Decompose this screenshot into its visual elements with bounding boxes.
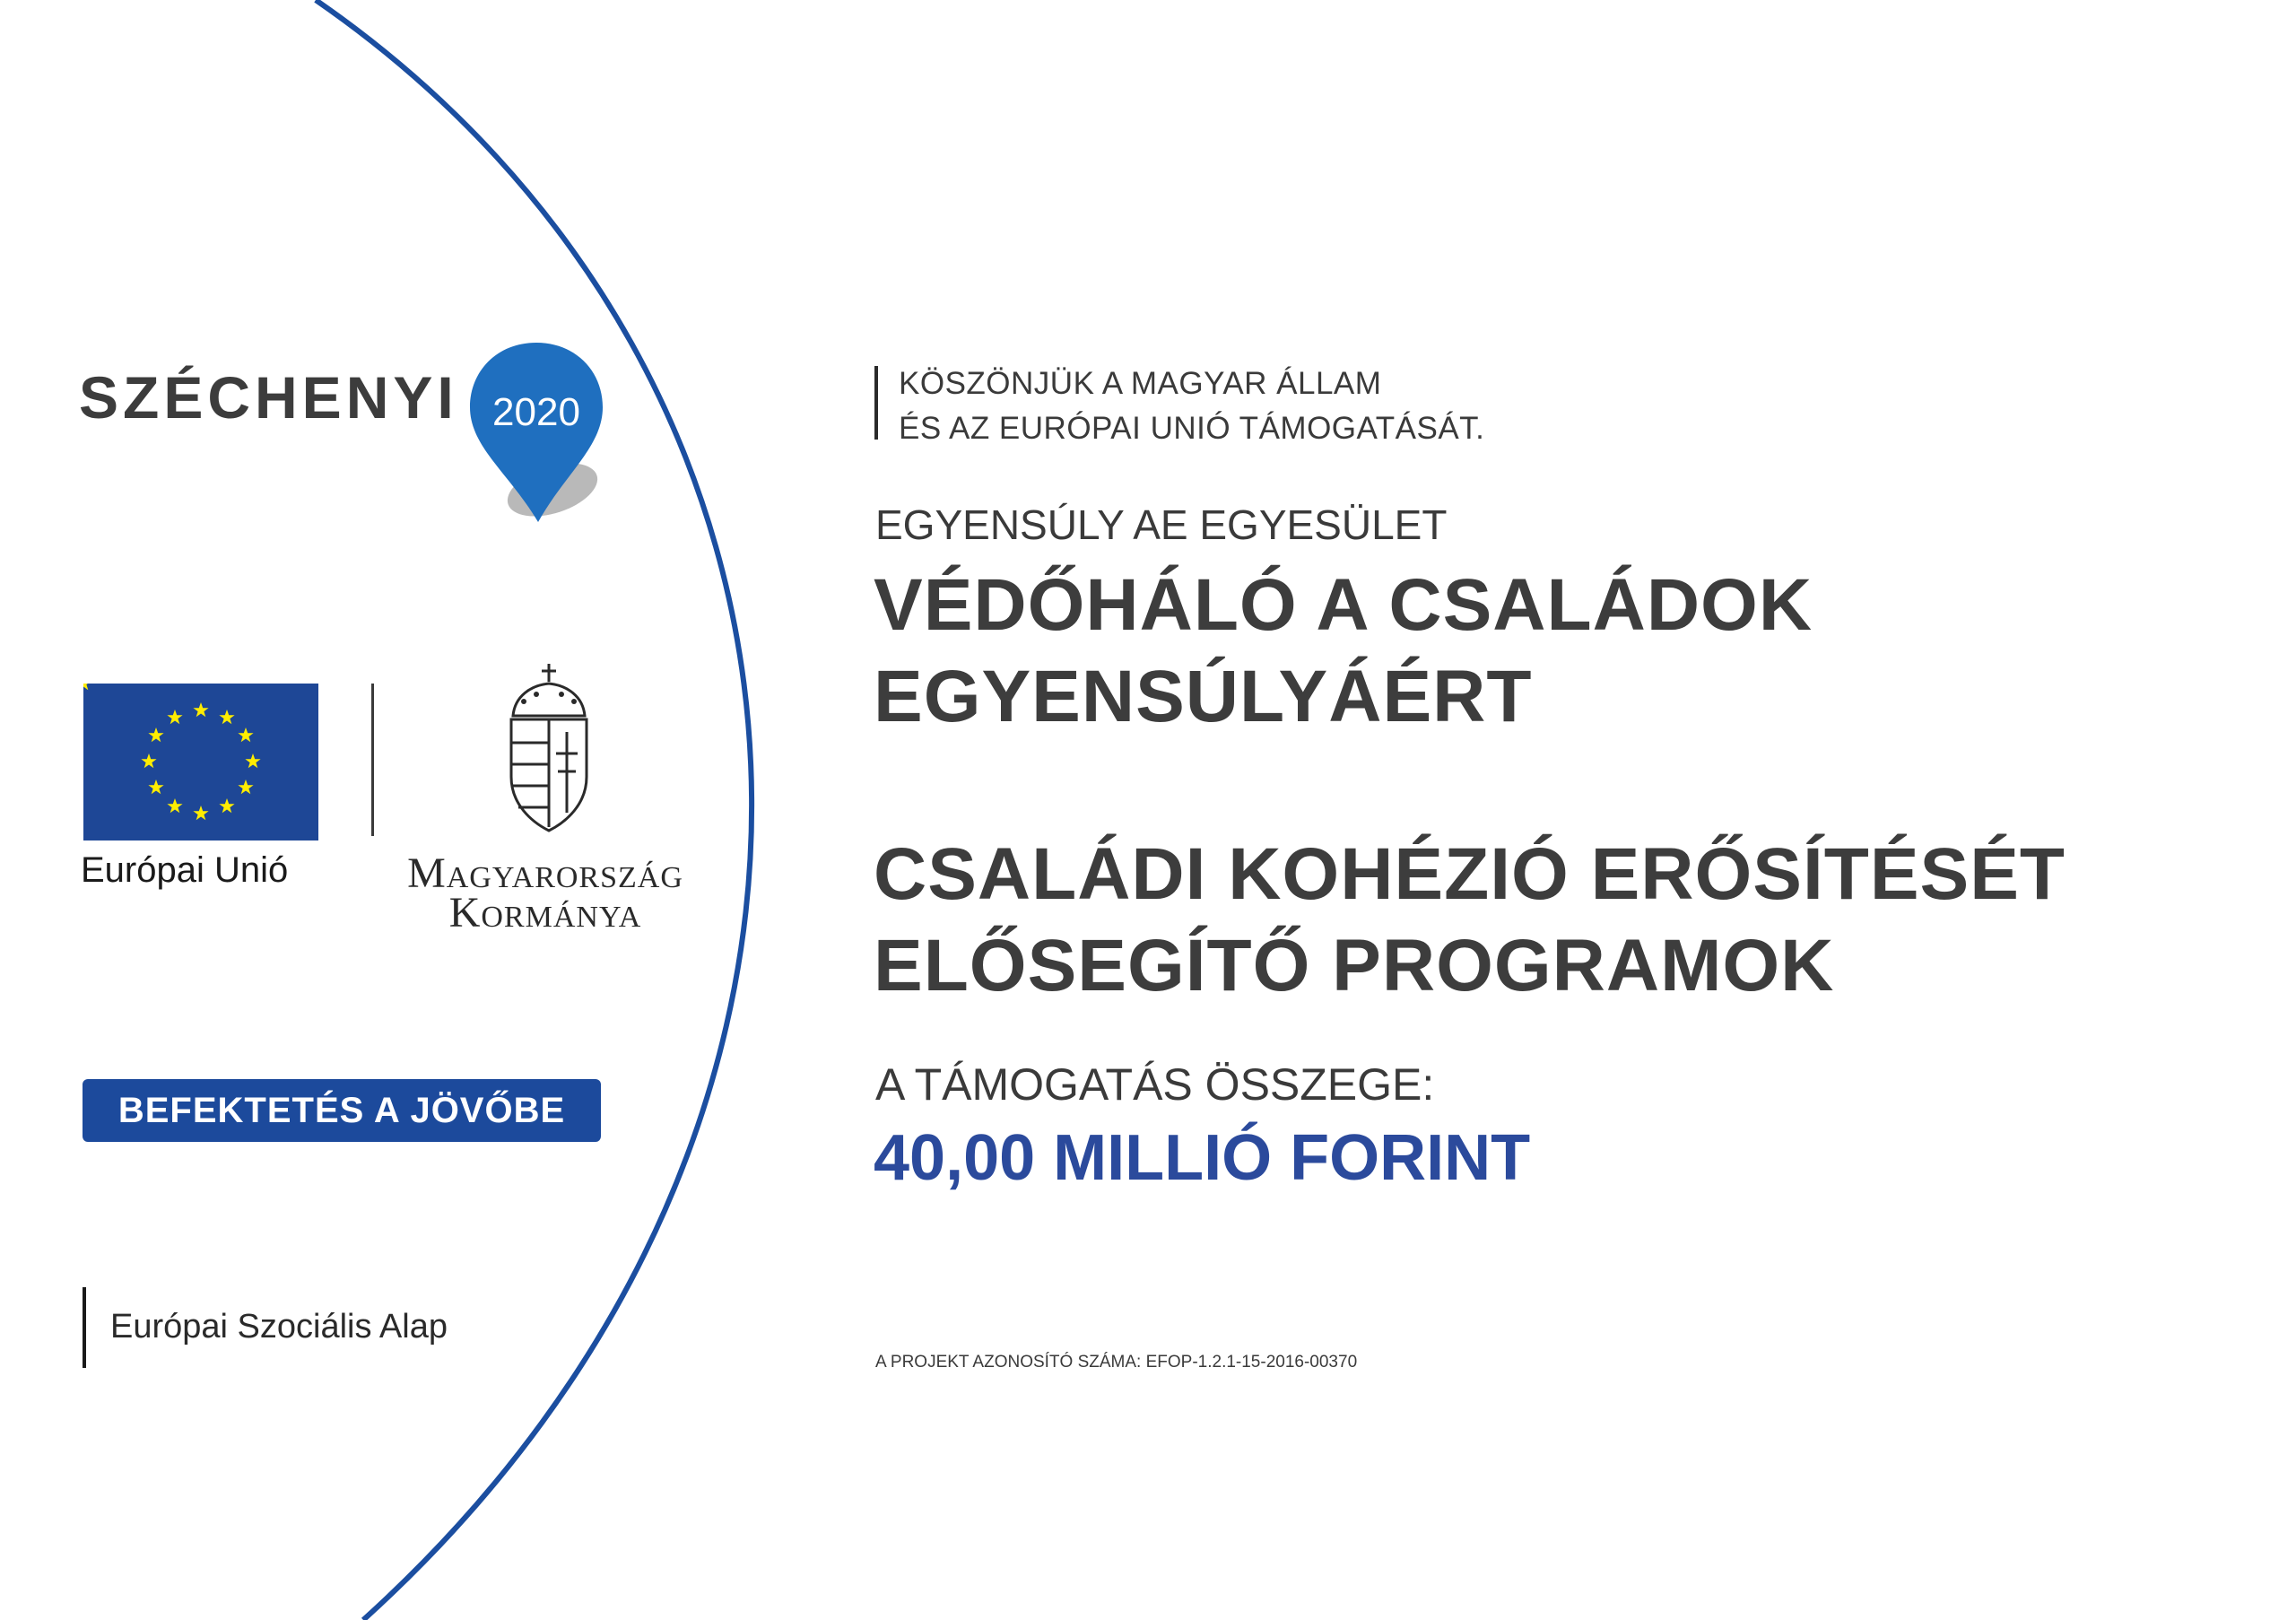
eu-flag [83, 684, 318, 840]
investment-badge: BEFEKTETÉS A JÖVŐBE [83, 1079, 601, 1142]
fund-divider [83, 1287, 86, 1368]
funding-amount: 40,00 MILLIÓ FORINT [874, 1122, 1531, 1194]
government-name-line1: Magyarország [407, 849, 683, 897]
thanks-divider [874, 366, 878, 440]
eu-stars-icon [83, 684, 318, 840]
fund-label: Európai Szociális Alap [110, 1308, 448, 1346]
program-title-line2: ELŐSEGÍTŐ PROGRAMOK [874, 925, 1835, 1006]
project-title-line1: VÉDŐHÁLÓ A CSALÁDOK [874, 564, 1813, 646]
logo-divider [371, 684, 374, 836]
szechenyi-year: 2020 [492, 390, 580, 434]
szechenyi-logo-word: SZÉCHENYI [79, 364, 458, 431]
project-title-line2: EGYENSÚLYÁÉRT [874, 656, 1533, 737]
program-title-line1: CSALÁDI KOHÉZIÓ ERŐSÍTÉSÉT [874, 833, 2066, 915]
government-name-line2: Kormánya [448, 889, 642, 936]
beneficiary-name: EGYENSÚLY AE EGYESÜLET [875, 501, 1448, 548]
thanks-line1: KÖSZÖNJÜK A MAGYAR ÁLLAM [899, 366, 1382, 401]
eu-label: Európai Unió [81, 850, 289, 890]
szechenyi-2020-pin-icon [465, 339, 608, 527]
project-id: A PROJEKT AZONOSÍTÓ SZÁMA: EFOP-1.2.1-15-2016-00370 [875, 1353, 1358, 1372]
hungarian-crest-icon [495, 660, 603, 840]
funding-label: A TÁMOGATÁS ÖSSZEGE: [875, 1059, 1435, 1110]
thanks-line2: ÉS AZ EURÓPAI UNIÓ TÁMOGATÁSÁT. [899, 411, 1485, 446]
